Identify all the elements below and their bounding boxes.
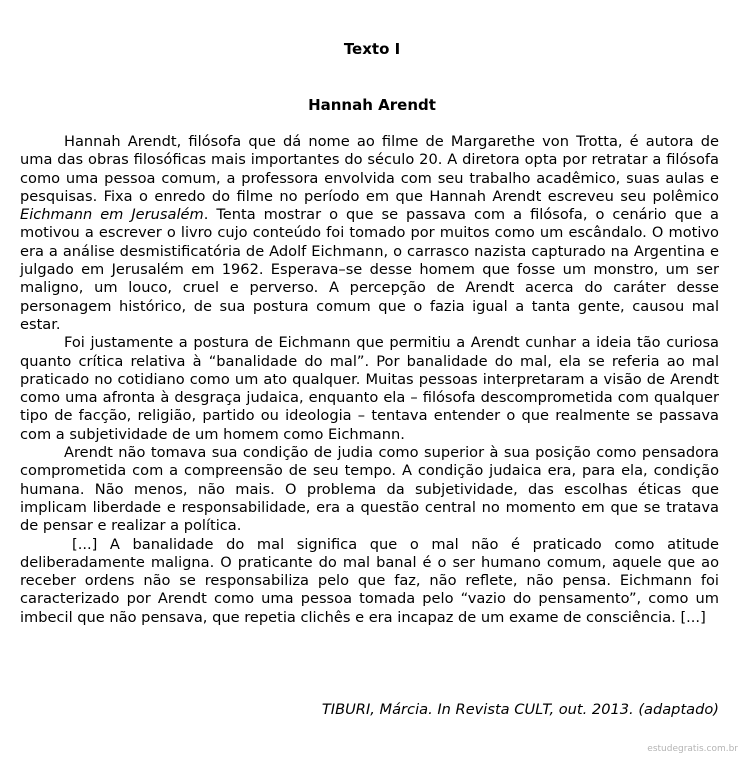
paragraph-1-text-b: . Tenta mostrar o que se passava com a filósofa, o cenário que a motivou a escrever o livro cujo conteúdo foi tomado por muitos como um escândalo. O motivo era a análise desmistificatória de Adolf Eichmann, o carrasco nazista capturado na Argentina e julgado em Jerusalém em 1962. Esperava–se desse homem que fosse um monstro, um ser maligno, um louco, cruel e perverso. A percepção de Arendt acerca do caráter desse personagem histórico, de sua postura comum que o fazia igual a tanta gente, causou mal estar. [20,206,719,333]
paragraph-1-text-a: Hannah Arendt, filósofa que dá nome ao filme de Margarethe von Trotta, é autora de uma das obras filosóficas mais importantes do século 20. A diretora opta por retratar a filósofa como uma pessoa comum, a professora envolvida com seu trabalho acadêmico, suas aulas e pesquisas. Fixa o enredo do filme no período em que Hannah Arendt escreveu seu polêmico [20,133,719,205]
site-watermark: estudegratis.com.br [647,744,738,754]
paragraph-2: Foi justamente a postura de Eichmann que permitiu a Arendt cunhar a ideia tão curiosa quanto crítica relativa à “banalidade do mal”. Por banalidade do mal, ela se referia ao mal praticado no cotidiano como um ato qualquer. Muitas pessoas interpretaram a visão de Arendt como uma afronta à desgraça judaica, enquanto ela – filósofa descomprometida com qualquer tipo de facção, religião, partido ou ideologia – tentava entender o que realmente se passava com a subjetividade de um homem como Eichmann. [20,334,719,443]
text-label: Texto I [343,40,401,58]
article-body [20,133,719,627]
book-title: Eichmann em Jerusalém [20,206,204,224]
paragraph-4-quote: [...] A banalidade do mal significa que o mal não é praticado como atitude deliberadamente maligna. O praticante do mal banal é o ser humano comum, aquele que ao receber ordens não se responsabiliza pelo que faz, não reflete, não pensa. Eichmann foi caracterizado por Arendt como uma pessoa tomada pelo “vazio do pensamento”, como um imbecil que não pensava, que repetia clichês e era incapaz de um exame de consciência. [...] [20,535,719,626]
paragraph-1 [20,133,719,334]
paragraph-3: Arendt não tomava sua condição de judia como superior à sua posição como pensadora comprometida com a compreensão de seu tempo. A condição judaica era, para ela, condição humana. Não menos, não mais. O problema da subjetividade, das escolhas éticas que implicam liberdade e responsabilidade, era a questão central no momento em que se tratava de pensar e realizar a política. [20,444,719,535]
source-citation: TIBURI, Márcia. In Revista CULT, out. 2013. (adaptado) [321,701,719,718]
article-title: Hannah Arendt [308,96,436,114]
